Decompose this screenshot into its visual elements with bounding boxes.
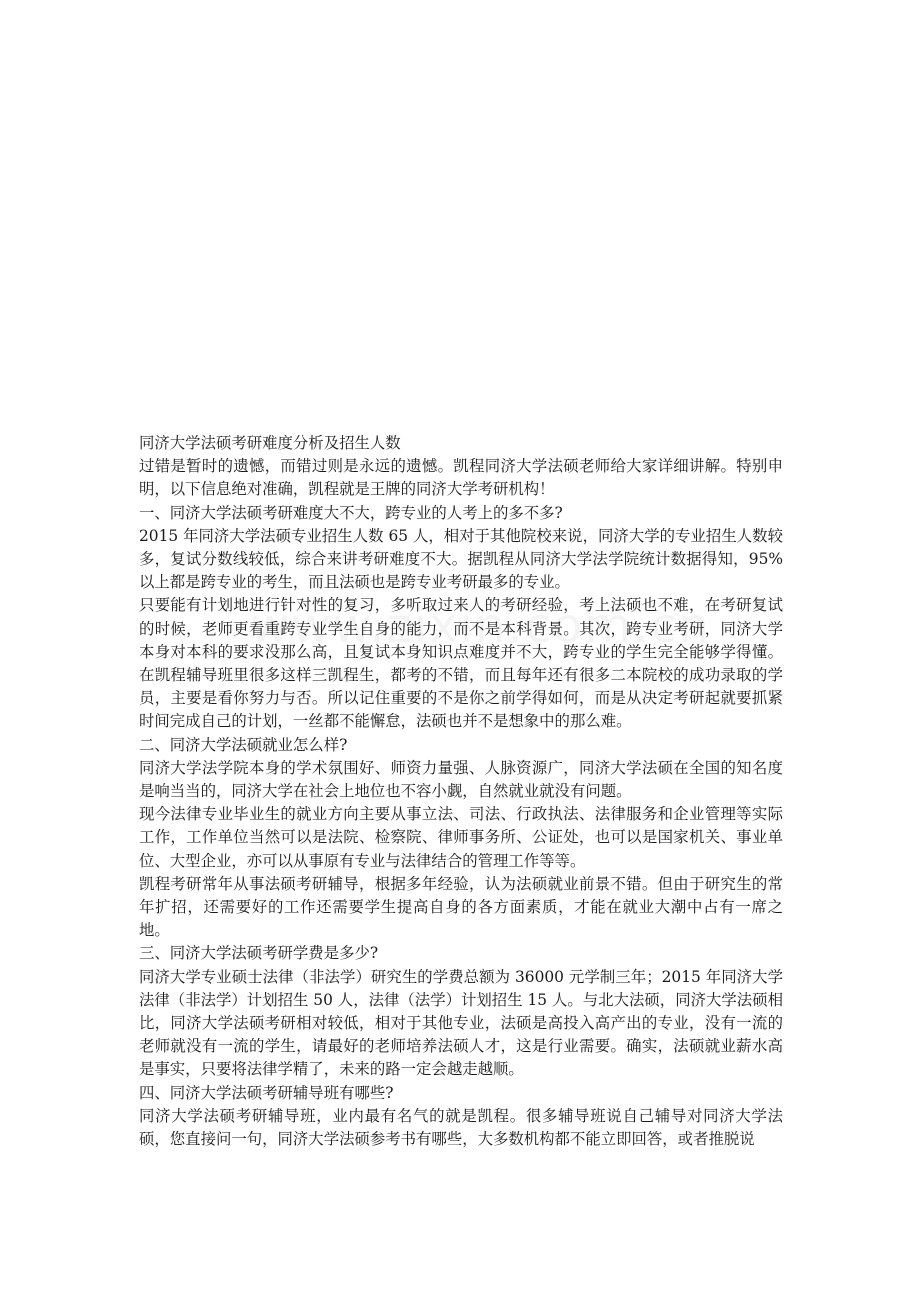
- document-title: 同济大学法硕考研难度分析及招生人数: [139, 434, 401, 452]
- document-body: [139, 432, 783, 1151]
- section-heading-1: 一、同济大学法硕考研难度大不大，跨专业的人考上的多不多?: [139, 503, 563, 522]
- paragraph: 现今法律专业毕业生的就业方向主要从事立法、司法、行政执法、法律服务和企业管理等实际工作，工作单位当然可以是法院、检察院、律师事务所、公证处，也可以是国家机关、事业单位、大型企业，亦可以从事原有专业与法律结合的管理工作等等。: [139, 805, 783, 870]
- paragraph: 凯程考研常年从事法硕考研辅导，根据多年经验，认为法硕就业前景不错。但由于研究生的常年扩招，还需要好的工作还需要学生提高自身的各方面素质，才能在就业大潮中占有一席之地。: [139, 874, 783, 940]
- section-heading-2: 二、同济大学法硕就业怎么样?: [139, 735, 348, 754]
- paragraph: 同济大学法学院本身的学术氛围好、师资力量强、人脉资源广，同济大学法硕在全国的知名度是响当当的，同济大学在社会上地位也不容小觑，自然就业就没有问题。: [139, 758, 783, 801]
- paragraph: 同济大学法硕考研辅导班，业内最有名气的就是凯程。很多辅导班说自己辅导对同济大学法硕，您直接问一句，同济大学法硕参考书有哪些，大多数机构都不能立即回答，或者推脱说: [139, 1106, 783, 1149]
- paragraph: 只要能有计划地进行针对性的复习，多听取过来人的考研经验，考上法硕也不难，在考研复试的时候，老师更看重跨专业学生自身的能力，而不是本科背景。其次，跨专业考研，同济大学本身对本科的要求没那么高，且复试本身知识点难度并不大，跨专业的学生完全能够学得懂。在凯程辅导班里很多这样三凯程生，都考的不错，而且每年还有很多二本院校的成功录取的学员，主要是看你努力与否。所以记住重要的不是你之前学得如何，而是从决定考研起就要抓紧时间完成自己的计划，一丝都不能懈怠，法硕也并不是想象中的那么难。: [139, 596, 783, 731]
- section-heading-4: 四、同济大学法硕考研辅导班有哪些?: [139, 1083, 394, 1102]
- paragraph: 2015 年同济大学法硕专业招生人数 65 人，相对于其他院校来说，同济大学的专业招生人数较多，复试分数线较低，综合来讲考研难度不大。据凯程从同济大学法学院统计数据得知，95%以上都是跨专业的考生，而且法硕也是跨专业考研最多的专业。: [139, 526, 783, 592]
- section-heading-3: 三、同济大学法硕考研学费是多少?: [139, 944, 379, 963]
- intro-paragraph: 过错是暂时的遗憾，而错过则是永远的遗憾。凯程同济大学法硕老师给大家详细讲解。特别申明，以下信息绝对准确，凯程就是王牌的同济大学考研机构！: [139, 457, 783, 499]
- paragraph: 同济大学专业硕士法律（非法学）研究生的学费总额为 36000 元学制三年；2015 年同济大学法律（非法学）计划招生 50 人，法律（法学）计划招生 15 人。与北大法硕，同济大学法硕相比，同济大学法硕考研相对较低，相对于其他专业，法硕是高投入高产出的专业，没有一流的老师就没有一流的学生，请最好的老师培养法硕人才，这是行业需要。确实，法硕就业薪水高是事实，只要将法律学精了，未来的路一定会越走越顺。: [139, 967, 783, 1079]
